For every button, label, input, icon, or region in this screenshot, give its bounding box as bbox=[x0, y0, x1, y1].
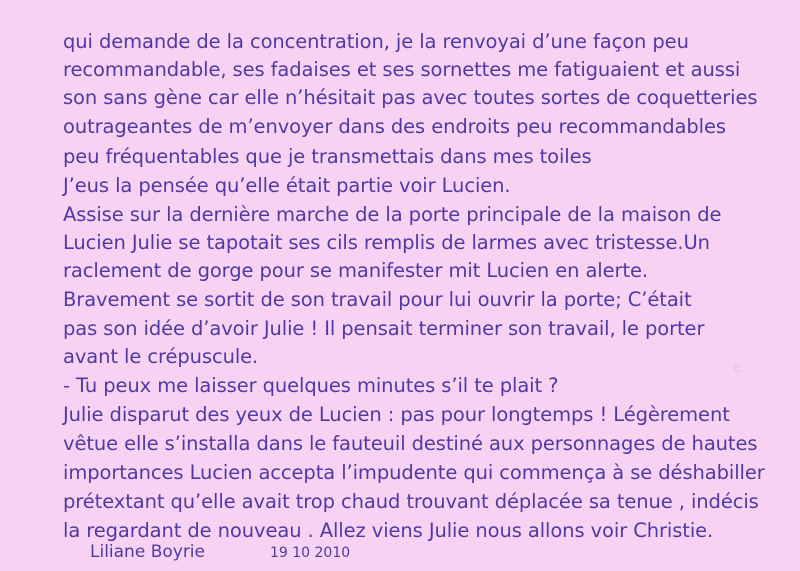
text-line-7: Assise sur la dernière marche de la porte principale de la maison de bbox=[63, 203, 722, 226]
text-line-11: pas son idée d’avoir Julie ! Il pensait terminer son travail, le porter bbox=[63, 317, 705, 340]
author-signature: Liliane Boyrie bbox=[90, 542, 205, 562]
text-line-12: avant le crépuscule. bbox=[63, 345, 259, 368]
text-line-1: qui demande de la concentration, je la renvoyai d’une façon peu bbox=[63, 30, 689, 53]
text-line-10: Bravement se sortit de son travail pour lui ouvrir la porte; C’était bbox=[63, 288, 692, 311]
background-artifact: e bbox=[733, 360, 742, 376]
text-line-18: la regardant de nouveau . Allez viens Julie nous allons voir Christie. bbox=[63, 519, 714, 542]
text-line-8: Lucien Julie se tapotait ses cils remplis de larmes avec tristesse.Un bbox=[63, 231, 710, 254]
text-line-6: J’eus la pensée qu’elle était partie voir Lucien. bbox=[63, 174, 511, 197]
text-line-14: Julie disparut des yeux de Lucien : pas pour longtemps ! Légèrement bbox=[63, 403, 730, 426]
text-line-3: son sans gène car elle n’hésitait pas avec toutes sortes de coquetteries bbox=[63, 86, 758, 109]
text-line-5: peu fréquentables que je transmettais dans mes toiles bbox=[63, 145, 592, 168]
text-line-13: - Tu peux me laisser quelques minutes s’il te plait ? bbox=[63, 374, 559, 397]
text-line-17: prétextant qu’elle avait trop chaud trouvant déplacée sa tenue , indécis bbox=[63, 490, 759, 513]
text-line-2: recommandable, ses fadaises et ses sornettes me fatiguaient et aussi bbox=[63, 58, 741, 81]
text-line-16: importances Lucien accepta l’impudente qui commença à se déshabiller bbox=[63, 461, 765, 484]
text-line-4: outrageantes de m’envoyer dans des endroits peu recommandables bbox=[63, 115, 726, 138]
document-date: 19 10 2010 bbox=[270, 545, 351, 561]
text-line-9: raclement de gorge pour se manifester mit Lucien en alerte. bbox=[63, 259, 648, 282]
text-line-15: vêtue elle s’installa dans le fauteuil destiné aux personnages de hautes bbox=[63, 432, 758, 455]
